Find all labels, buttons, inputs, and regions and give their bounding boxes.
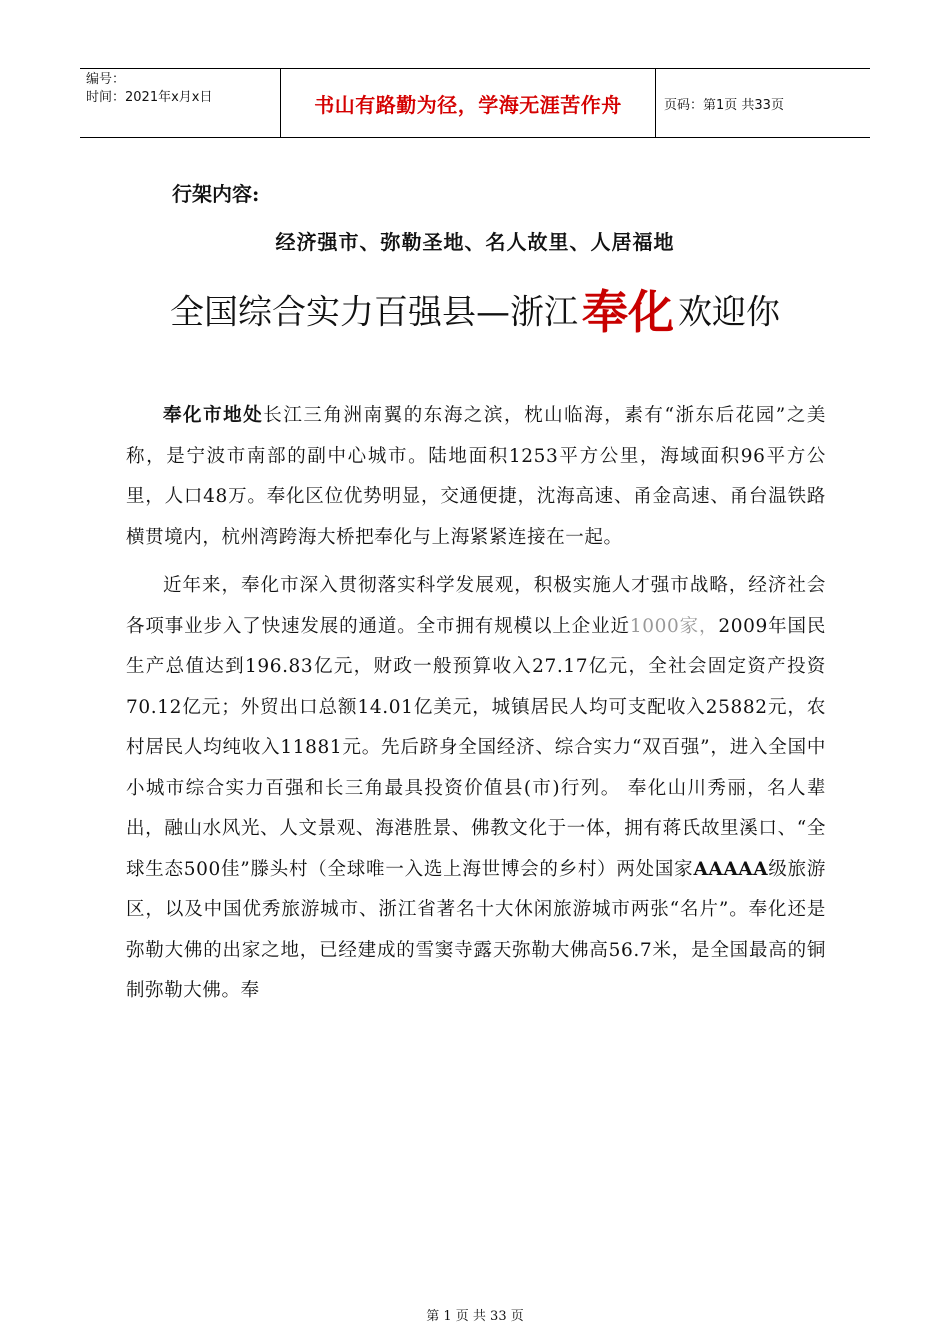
document-header: [80, 68, 870, 138]
content-label-heading: 行架内容:: [172, 182, 260, 206]
paragraph-development-gray: 1000家，: [629, 615, 719, 637]
paragraph-intro-lead: 奉化市地处: [163, 405, 264, 426]
paragraph-development-seg2: 2009年国民生产总值达到196.83亿元，财政一般预算收入27.17亿元，全社会固定资产投资70.12亿元；外贸出口总额14.01亿美元，城镇居民人均可支配收入25882元，农村居民人均纯收入11881元。先后跻身全国经济、综合实力“双百强”，进入全国中小城市综合实力百强和长三角最具投资价值县(市)行列。 奉化山川秀丽，名人辈出，融山水风光、人文景观、海港胜景、佛教文化于一体，拥有蒋氏故里溪口、“全球生态500佳”滕头村（全球唯一入选上海世博会的乡村）两处国家: [126, 615, 826, 880]
paragraph-development-seg3: 级旅游区，以及中国优秀旅游城市、浙江省著名十大休闲旅游城市两张“名片”。奉化还是弥勒大佛的出家之地，已经建成的雪窦寺露天弥勒大佛高56.7米，是全国最高的铜制弥勒大佛。奉: [126, 858, 826, 1001]
document-number-label: 编号：: [86, 72, 126, 87]
body-text: [126, 396, 826, 1020]
header-page-info: 页码：第1页 共33页: [664, 97, 784, 113]
page-footer: 第 1 页 共 33 页: [426, 1309, 524, 1324]
header-meta-cell: [80, 69, 280, 137]
paragraph-development-seg1: 近年来，奉化市深入贯彻落实科学发展观，积极实施人才强市战略，经济社会各项事业步入了快速发展的通道。全市拥有规模以上企业近: [126, 575, 826, 637]
document-time-label: 时间：2021年x月x日: [86, 90, 213, 105]
welcome-banner: [0, 276, 950, 342]
paragraph-development: [126, 566, 826, 1012]
banner-prefix: 全国综合实力百强县—浙江: [170, 292, 578, 333]
banner-highlight: 奉化: [582, 285, 674, 339]
paragraph-intro: [126, 396, 826, 558]
header-motto: 书山有路勤为径，学海无涯苦作舟: [280, 69, 656, 137]
paragraph-intro-text: 长江三角洲南翼的东海之滨，枕山临海，素有“浙东后花园”之美称，是宁波市南部的副中心城市。陆地面积1253平方公里，海域面积96平方公里，人口48万。奉化区位优势明显，交通便捷，沈海高速、甬金高速、甬台温铁路横贯境内，杭州湾跨海大桥把奉化与上海紧紧连接在一起。: [126, 405, 826, 548]
slogan-heading: 经济强市、弥勒圣地、名人故里、人居福地: [275, 230, 675, 254]
paragraph-development-bold: AAAAA: [693, 858, 769, 880]
banner-suffix: 欢迎你: [678, 292, 780, 333]
